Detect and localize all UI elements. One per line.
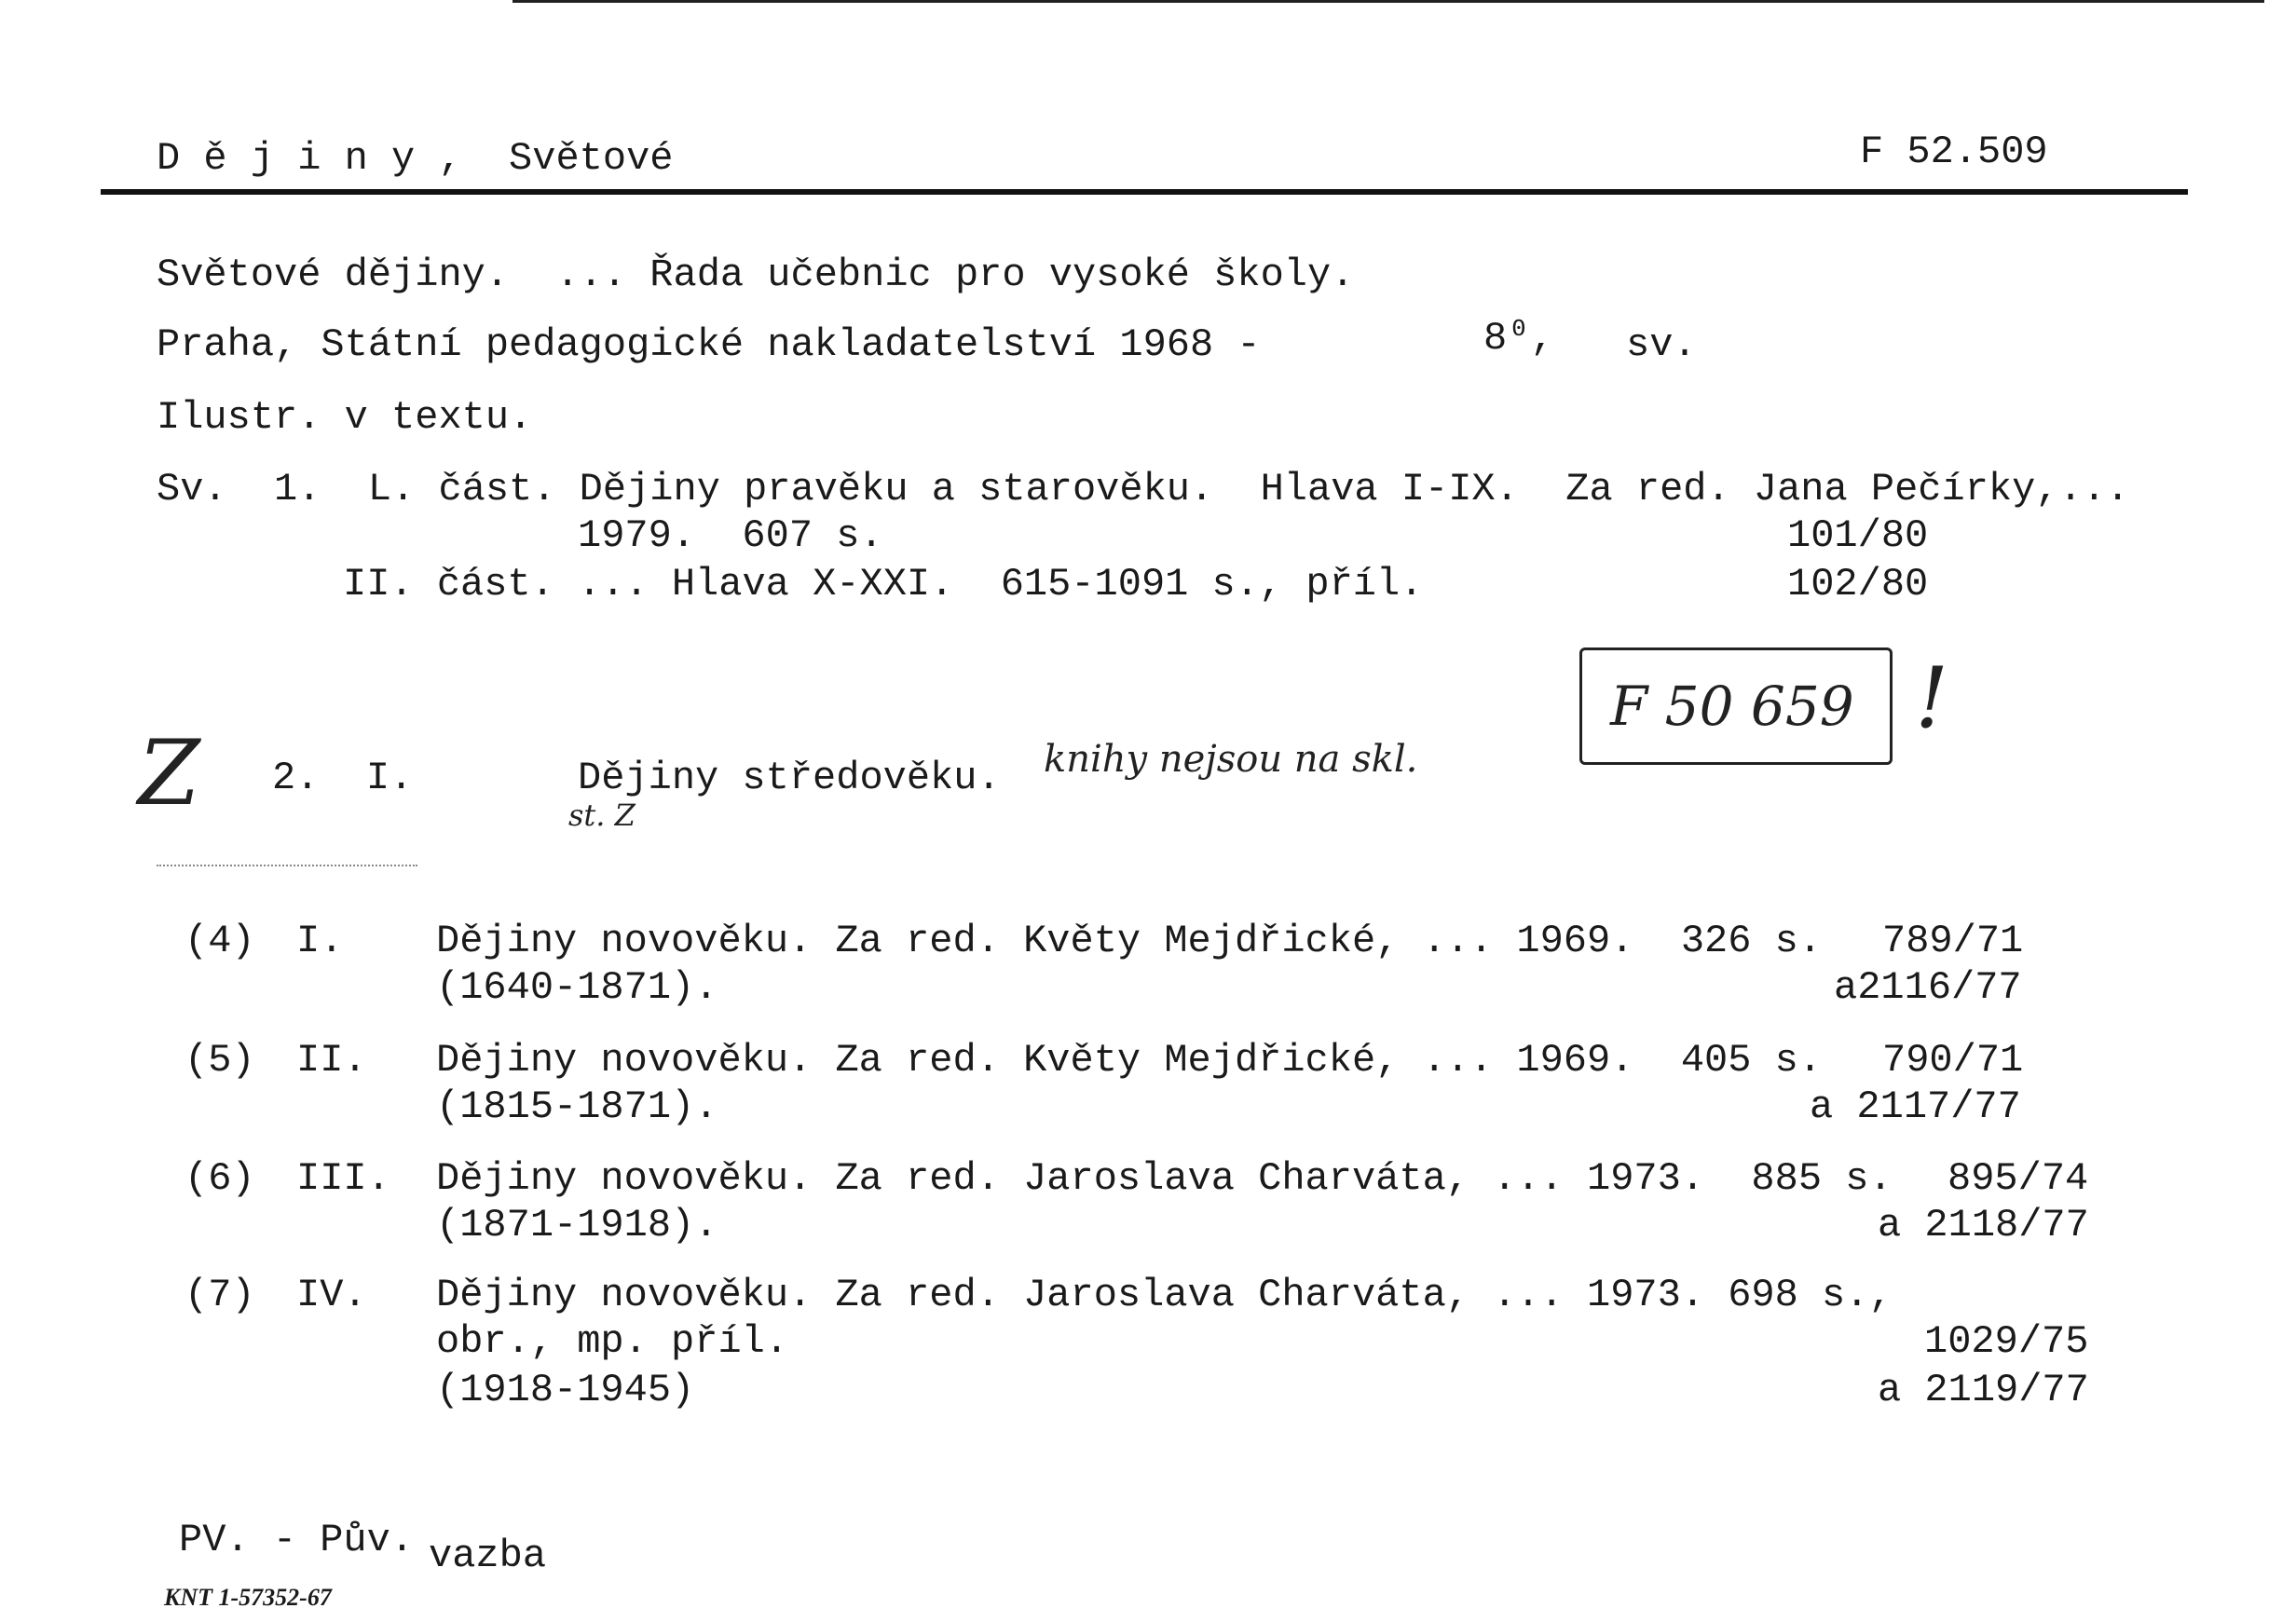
volume-1-accession-1: 101/80 — [1787, 513, 1929, 558]
volume-7-range: (1918-1945) — [436, 1368, 695, 1412]
binding-note: PV. - Pův. — [179, 1518, 415, 1562]
volume-2-prefix: 2. I. — [272, 756, 414, 800]
print-code: KNT 1-57352-67 — [164, 1584, 332, 1611]
volume-7-accession-2: a 2119/77 — [1878, 1368, 2089, 1412]
volume-6-number: (6) — [184, 1156, 255, 1201]
dotted-separator — [157, 865, 417, 866]
card-heading: D ě j i n y , Světové — [157, 136, 674, 181]
volume-6-accession-1: 895/74 — [1948, 1156, 2089, 1201]
volume-5-range: (1815-1871). — [436, 1084, 718, 1129]
volume-1-line-1: Sv. 1. L. část. Dějiny pravěku a starověku. Hlava I-IX. Za red. Jana Pečírky,... — [157, 467, 2130, 511]
volume-7-part: IV. — [296, 1273, 367, 1317]
volume-4-accession-1: 789/71 — [1882, 919, 2024, 963]
handwritten-z-mark: Z — [138, 721, 200, 825]
volume-1-line-3: II. část. ... Hlava X-XXI. 615-1091 s., příl. — [343, 562, 1424, 607]
format: 8⁰, — [1483, 316, 1554, 361]
volume-5-accession-2: a 2117/77 — [1810, 1084, 2021, 1129]
imprint-line: Praha, Státní pedagogické nakladatelství 1968 - — [157, 322, 1261, 367]
volume-5-accession-1: 790/71 — [1882, 1038, 2024, 1083]
volume-4-text: Dějiny novověku. Za red. Květy Mejdřické, ... 1969. 326 s. — [436, 919, 1823, 963]
illustration-note: Ilustr. v textu. — [157, 395, 533, 440]
volume-4-part: I. — [296, 919, 344, 963]
volume-1-accession-2: 102/80 — [1787, 562, 1929, 607]
volume-5-text: Dějiny novověku. Za red. Květy Mejdřické, ... 1969. 405 s. — [436, 1038, 1823, 1083]
handwritten-subnote: st. Z — [568, 797, 636, 833]
volume-5-part: II. — [296, 1038, 367, 1083]
boxed-shelfmark — [1579, 647, 1893, 765]
heading-rule — [101, 189, 2188, 195]
volume-7-text-2: obr., mp. příl. — [436, 1319, 789, 1364]
volume-2-title: Dějiny středověku. — [578, 756, 1001, 800]
handwritten-note: knihy nejsou na skl. — [1044, 738, 1418, 781]
volume-6-text: Dějiny novověku. Za red. Jaroslava Charváta, ... 1973. 885 s. — [436, 1156, 1893, 1201]
volume-6-accession-2: a 2118/77 — [1878, 1203, 2089, 1247]
volume-7-text: Dějiny novověku. Za red. Jaroslava Charváta, ... 1973. 698 s., — [436, 1273, 1893, 1317]
volume-4-accession-2: a2116/77 — [1834, 965, 2022, 1010]
volume-6-range: (1871-1918). — [436, 1203, 718, 1247]
volume-5-number: (5) — [184, 1038, 255, 1083]
handwritten-exclamation: ! — [1915, 649, 1949, 747]
boxed-shelfmark-text: F 50 659 — [1610, 675, 1854, 738]
volume-7-accession-1: 1029/75 — [1924, 1319, 2089, 1364]
volume-6-part: III. — [296, 1156, 390, 1201]
title-line: Světové dějiny. ... Řada učebnic pro vysoké školy. — [157, 252, 1355, 297]
format-suffix: sv. — [1626, 322, 1697, 367]
volume-7-number: (7) — [184, 1273, 255, 1317]
volume-4-range: (1640-1871). — [436, 965, 718, 1010]
binding-note-2: vazba — [429, 1533, 547, 1578]
shelfmark: F 52.509 — [1860, 129, 2048, 174]
volume-4-number: (4) — [184, 919, 255, 963]
top-border-line — [512, 0, 2264, 3]
volume-1-line-2: 1979. 607 s. — [578, 513, 883, 558]
